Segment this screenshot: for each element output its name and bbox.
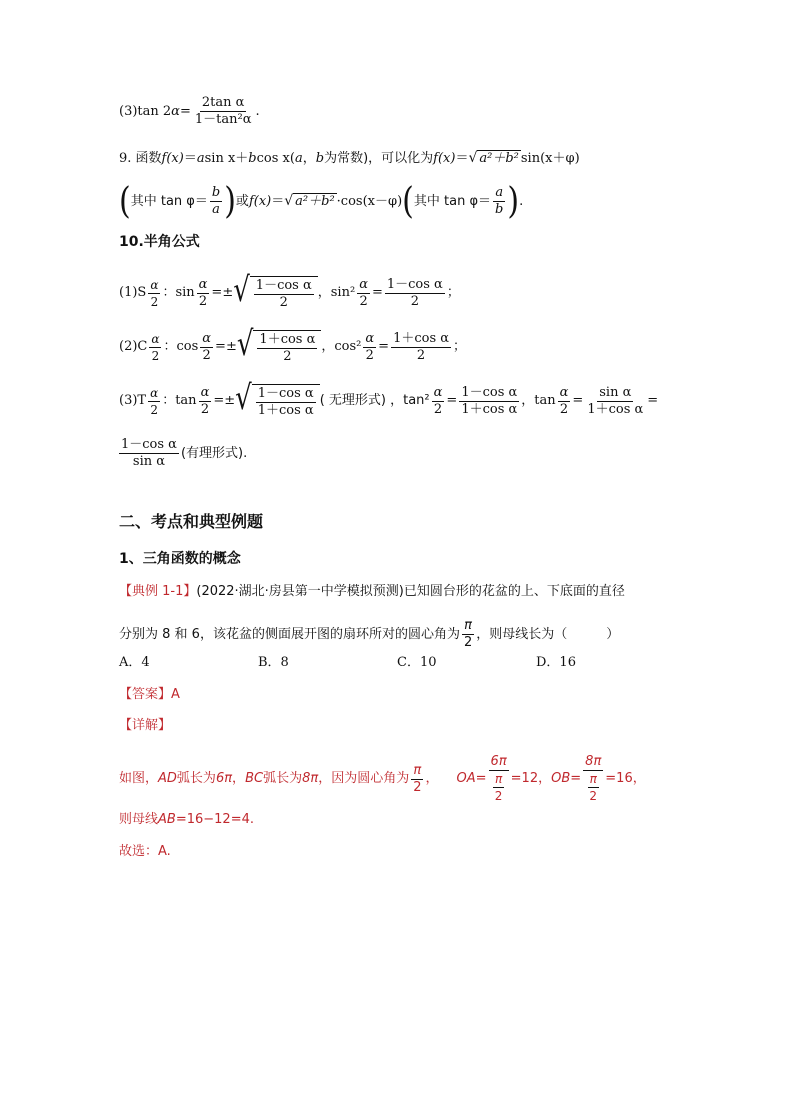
- square-root: √ a²＋b²: [468, 150, 519, 166]
- square-root: √ $\frac{\text{1－cos α}}{2}$: [233, 276, 318, 310]
- half-angle-tangent: (3)T $\frac{\alpha}{2}$ ：tan $\frac{\alpha}{2}$ =± √ $\frac{\text{1－cos α}}{\text{1＋cos α}}$ ( 无理形式) ，tan² $\frac{\alpha}{2}$ = $\frac{\text{1－cos α}}{\text{1＋cos α}}$ ，tan $\frac{\alpha}{2}$ = $\frac{\text{sin α}}{\text{1＋cos α}}$ =: [119, 378, 659, 418]
- answer-options: [119, 655, 576, 671]
- item-9-line-2: ( 其中 tan φ＝ $\frac{b}{a}$ ) 或 f(x) ＝ √ a²＋b² ·cos(x－φ) ( 其中 tan φ＝ $\frac{a}{b}$ ) .: [119, 179, 524, 222]
- solution-line-3: 故选：A.: [119, 844, 171, 859]
- square-root: √ $\frac{\text{1－cos α}}{\text{1＋cos α}}$: [235, 384, 320, 418]
- example-line-1: 【典例 1-1】 (2022·湖北·房县第一中学模拟预测) 已知圆台形的花盆的上、下底面的直径: [119, 584, 625, 599]
- section-title: 二、考点和典型例题: [119, 512, 264, 531]
- option-d: D．16: [536, 655, 576, 670]
- half-angle-sine: (1)S $\frac{\alpha}{2}$ ：sin $\frac{\alpha}{2}$ =± √ $\frac{\text{1－cos α}}{2}$ ，sin² $\frac{\alpha}{2}$ = $\frac{\text{1－cos α}}{2}$ ；: [119, 270, 460, 310]
- fraction: $\frac{\text{2tan α}}{\text{1－tan²α}}$: [194, 95, 252, 127]
- square-root: √ a²＋b²: [284, 193, 335, 209]
- half-angle-tangent-cont: $\frac{\text{1－cos α}}{\text{sin α}}$ (有理形式).: [121, 437, 248, 469]
- half-angle-cosine: (2)C $\frac{\alpha}{2}$ ：cos $\frac{\alpha}{2}$ =± √ $\frac{\text{1＋cos α}}{2}$ ，cos² $\frac{\alpha}{2}$ = $\frac{\text{1＋cos α}}{2}$ ；: [119, 324, 467, 364]
- tan-double-angle-formula: (3)tan 2 α = $\frac{\text{2tan α}}{\text{1－tan²α}}$ .: [119, 95, 260, 127]
- half-angle-title: 10.半角公式: [119, 234, 200, 250]
- option-b: B．8: [258, 655, 289, 670]
- item-9-line-1: 9. 函数 f(x) ＝ a sin x＋ b cos x( a ， b 为常数)，可以化为 f(x) ＝ √ a²＋b² sin(x＋φ): [119, 150, 580, 166]
- option-a: A．4: [119, 655, 150, 670]
- square-root: √ $\frac{\text{1＋cos α}}{2}$: [237, 330, 322, 364]
- solution-line-1: 如图， AD 弧长为 6π ， BC 弧长为 8π ，因为圆心角为 $\frac{\pi}{2}$ ， OA = $\frac{6\pi}{\frac{\pi}{2}}$ =12 ， OB = $\frac{8\pi}{\frac{\pi}{2}}$ =16 ，: [119, 754, 646, 803]
- solution-line-2: 则母线 AB =16−12=4 .: [119, 812, 255, 827]
- detail-label: 【详解】: [119, 718, 172, 733]
- answer: 【答案】 A: [119, 687, 180, 702]
- option-c: C．10: [397, 655, 437, 670]
- example-line-2: 分别为 8 和 6，该花盆的侧面展开图的扇环所对的圆心角为 $\frac{\pi}{2}$ ，则母线长为（ ）: [119, 618, 620, 650]
- topic-title: 1、三角函数的概念: [119, 551, 241, 567]
